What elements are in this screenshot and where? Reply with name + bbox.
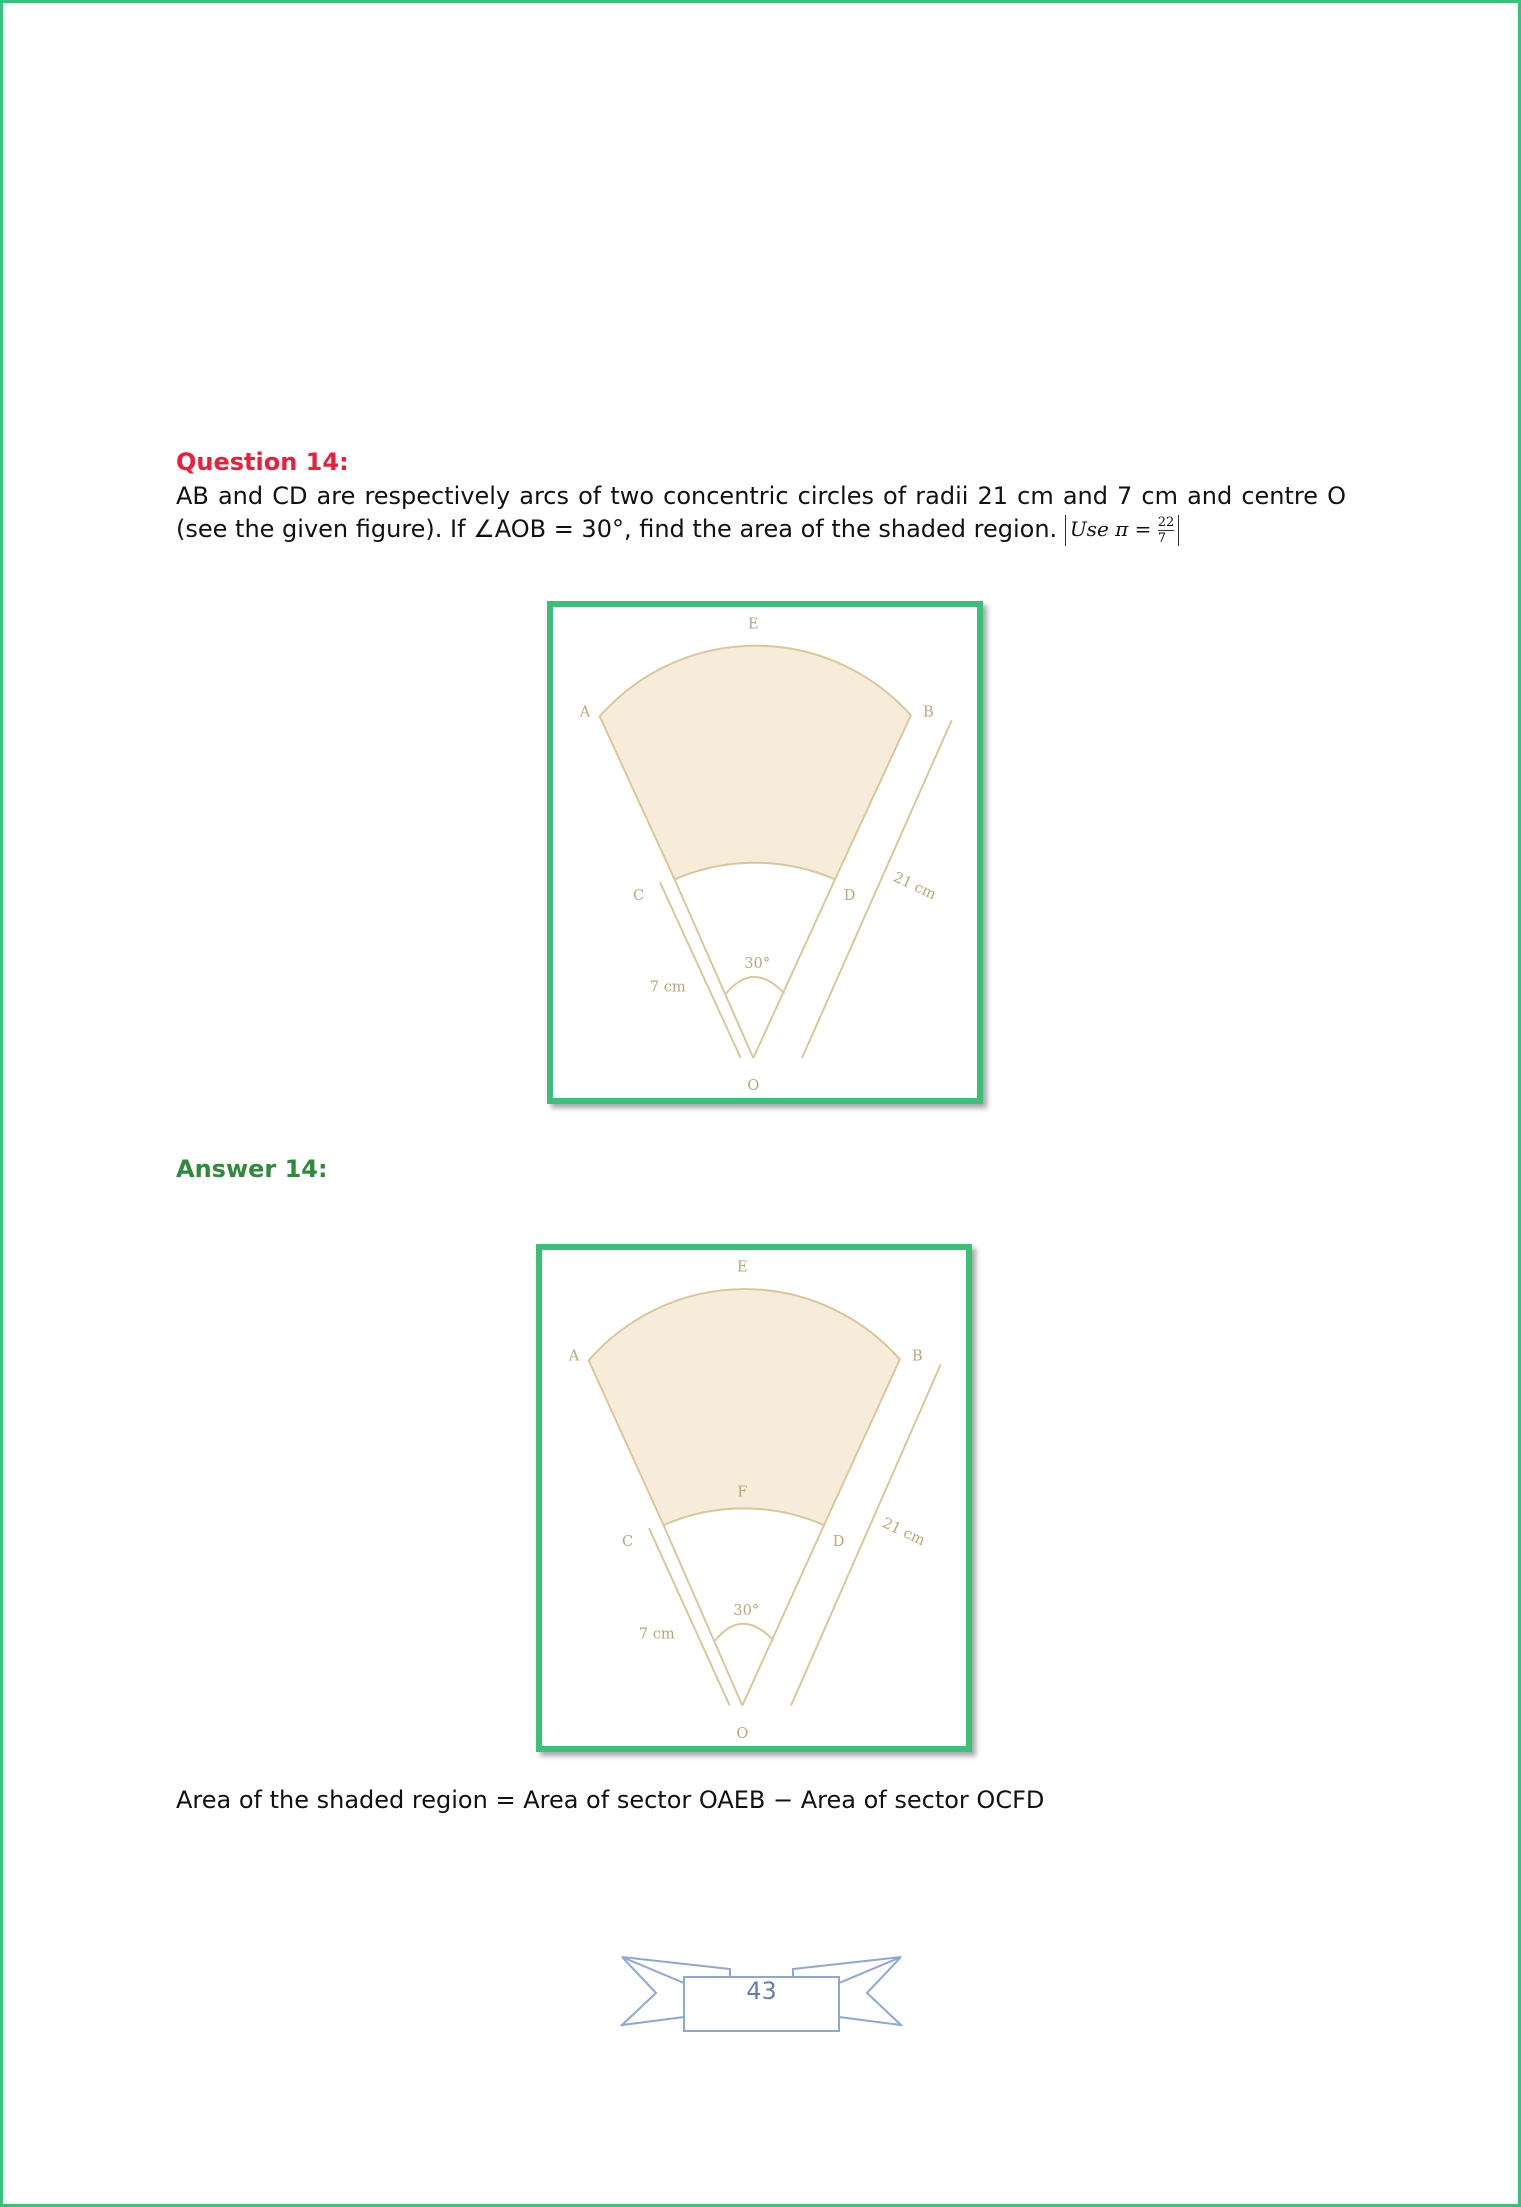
angle-arc [726,977,784,994]
label-angle: 30° [733,1601,760,1619]
label-c: C [632,886,645,904]
question-body: AB and CD are respectively arcs of two concentric circles of radii 21 cm and 7 cm and centre O (see the given figure). If ∠AOB = 30°, find the area of the shaded region. [176,482,1346,543]
label-7cm: 7 cm [649,978,686,996]
question-figure [547,601,983,1104]
answer-text: Area of the shaded region = Area of sector OAEB − Area of sector OCFD [176,1786,1045,1814]
question-text [176,480,1346,546]
label-b: B [912,1347,923,1365]
label-21cm: 21 cm [890,868,939,904]
radius-oa [664,1525,743,1705]
label-f: F [737,1483,748,1501]
label-21cm: 21 cm [879,1514,928,1550]
label-a: A [579,703,591,721]
numerator: 22 [1157,514,1175,530]
radius-oa [675,879,754,1058]
label-c: C [621,1532,634,1550]
label-angle: 30° [744,955,771,973]
label-b: B [923,703,934,721]
hint-prefix: Use π = [1069,516,1152,541]
answer-title: Answer 14: [176,1155,328,1183]
shaded-region [600,646,911,880]
page-number: 43 [746,1977,777,2005]
label-o: O [747,1077,760,1095]
label-7cm: 7 cm [638,1625,675,1643]
answer-figure [536,1244,972,1752]
pi-hint [1065,515,1179,546]
angle-arc [715,1624,773,1641]
question-title: Question 14: [176,448,349,476]
label-d: D [832,1532,845,1550]
label-d: D [843,886,856,904]
denominator: 7 [1157,530,1167,546]
arrow-7cm [649,1528,730,1705]
label-e: E [748,615,759,633]
arrow-7cm [660,882,741,1058]
label-o: O [736,1725,749,1743]
label-e: E [737,1258,748,1276]
fraction [1158,515,1175,546]
page-number-ribbon [620,1953,903,2033]
label-a: A [568,1347,580,1365]
